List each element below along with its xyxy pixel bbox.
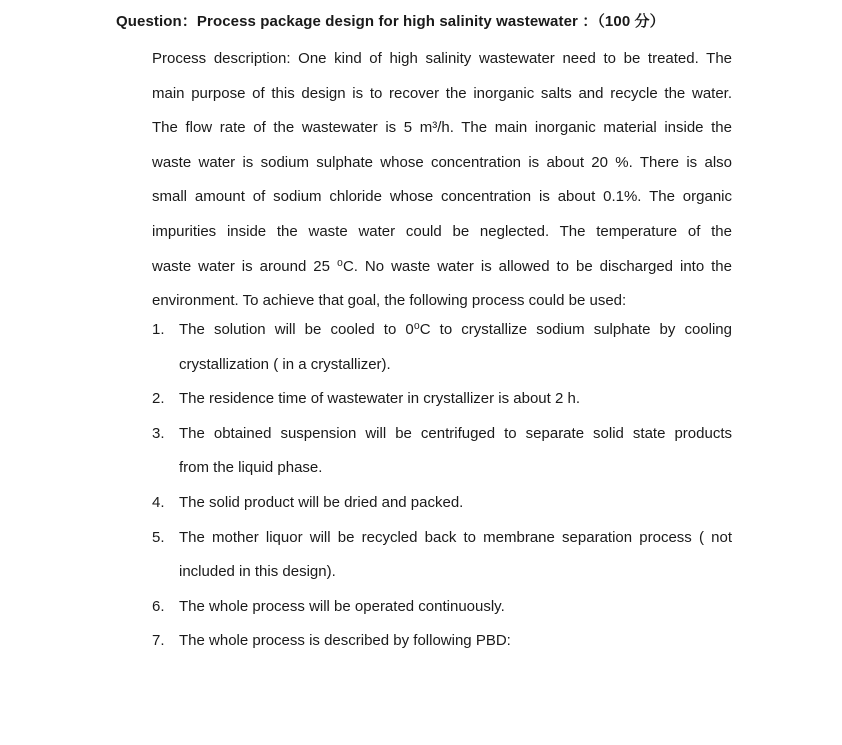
list-item-text: The solution will be cooled to 0⁰C to crystallize sodium sulphate by cooling <box>179 321 732 338</box>
description-line: environment. To achieve that goal, the following process could be used: <box>152 292 627 310</box>
description-line: small amount of sodium chloride whose concentration is about 0.1%. The organic <box>152 188 732 206</box>
list-item-number: 6. <box>152 597 165 615</box>
description-line: Process description: One kind of high salinity wastewater need to be treated. The <box>152 50 732 67</box>
description-line: main purpose of this design is to recover the inorganic salts and recycle the water. <box>152 84 732 102</box>
list-item <box>152 521 732 590</box>
list-item <box>152 417 732 486</box>
list-item-text: included in this design). <box>179 563 336 581</box>
process-steps-list <box>152 313 732 659</box>
list-item-number: 4. <box>152 493 165 511</box>
list-item-number: 5. <box>152 528 165 546</box>
description-line: impurities inside the waste water could be neglected. The temperature of the <box>152 222 732 240</box>
description-line: The flow rate of the wastewater is 5 m³/h. The main inorganic material inside the <box>152 119 732 137</box>
list-item-text: The whole process is described by following PBD: <box>179 632 511 650</box>
list-item <box>152 624 732 659</box>
list-item-text: The solid product will be dried and packed. <box>179 493 464 511</box>
list-item-text: The obtained suspension will be centrifuged to separate solid state products <box>179 424 732 442</box>
list-item-number: 7. <box>152 632 165 650</box>
question-title: Question：Process package design for high salinity wastewater ：（100 分） <box>116 13 665 30</box>
list-item-text: The residence time of wastewater in crystallizer is about 2 h. <box>179 390 581 408</box>
list-item <box>152 313 732 382</box>
list-item <box>152 590 732 625</box>
list-item-number: 3. <box>152 424 165 442</box>
list-item-text: crystallization ( in a crystallizer). <box>179 355 391 373</box>
process-description <box>152 42 732 319</box>
list-item-number: 2. <box>152 390 165 408</box>
list-item-text: The mother liquor will be recycled back to membrane separation process ( not <box>179 528 732 546</box>
list-item-number: 1. <box>152 321 165 338</box>
list-item-text: The whole process will be operated continuously. <box>179 597 505 615</box>
description-line: waste water is around 25 ⁰C. No waste water is allowed to be discharged into the <box>152 257 732 275</box>
list-item <box>152 486 732 521</box>
list-item-text: from the liquid phase. <box>179 459 323 477</box>
list-item <box>152 382 732 417</box>
description-line: waste water is sodium sulphate whose concentration is about 20 %. There is also <box>152 153 732 171</box>
